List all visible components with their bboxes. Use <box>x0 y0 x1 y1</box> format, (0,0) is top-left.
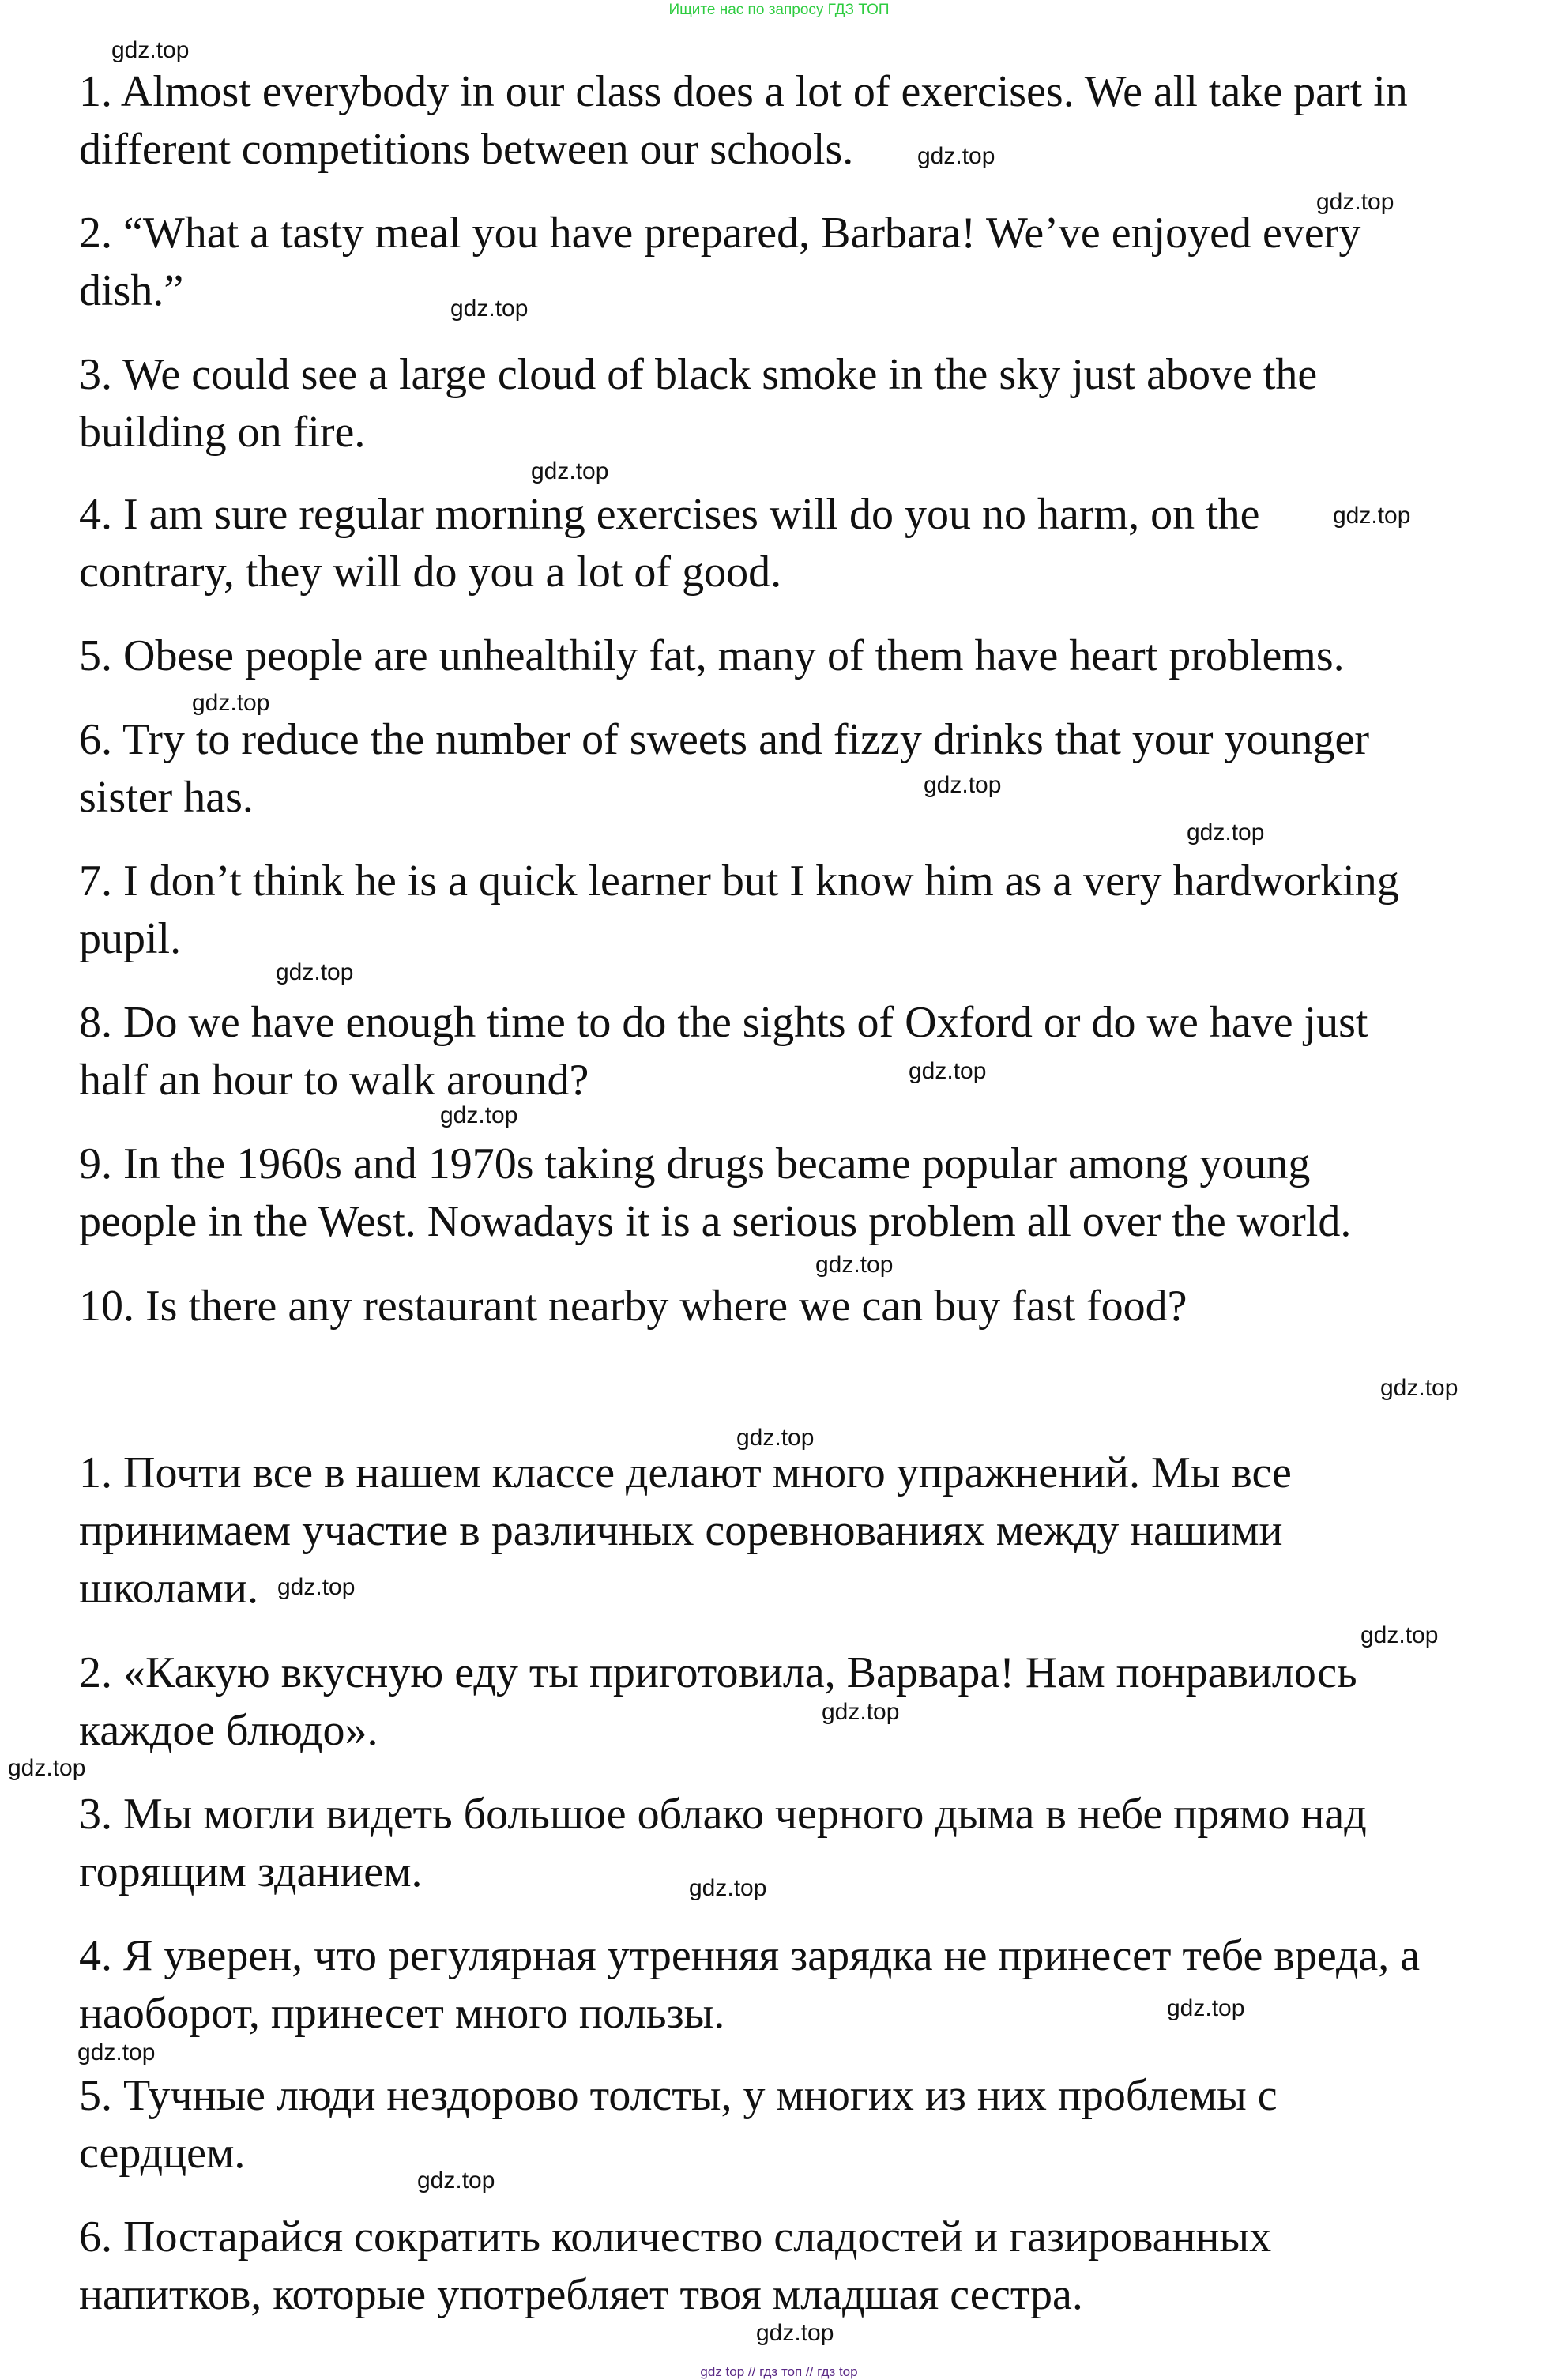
text-line: people in the West. Nowadays it is a serious problem all over the world. <box>79 1197 1352 1246</box>
search-banner[interactable]: Ищите нас по запросу ГДЗ ТОП <box>668 2 890 18</box>
text-line: 5. Obese people are unhealthily fat, many of them have heart problems. <box>79 631 1345 680</box>
text-line: 9. In the 1960s and 1970s taking drugs became popular among young <box>79 1139 1311 1188</box>
text-line: школами. <box>79 1564 258 1613</box>
watermark: gdz.top <box>440 1102 518 1128</box>
text-line: 3. Мы могли видеть большое облако черного дыма в небе прямо над <box>79 1790 1367 1839</box>
russian-sentence-5 <box>79 2067 1278 2182</box>
english-sentence-1 <box>79 63 1408 179</box>
text-line: dish.” <box>79 266 184 315</box>
watermark: gdz.top <box>736 1425 815 1451</box>
text-line: 8. Do we have enough time to do the sights of Oxford or do we have just <box>79 998 1368 1047</box>
watermark: gdz.top <box>417 2167 495 2194</box>
text-line: горящим зданием. <box>79 1847 423 1896</box>
watermark: gdz.top <box>689 1875 767 1901</box>
english-sentence-9 <box>79 1135 1351 1251</box>
text-line: 10. Is there any restaurant nearby where we can buy fast food? <box>79 1282 1187 1331</box>
russian-sentence-1 <box>79 1444 1292 1617</box>
watermark: gdz.top <box>450 296 529 322</box>
watermark: gdz.top <box>1333 503 1411 529</box>
english-sentence-10 <box>79 1278 1187 1335</box>
footer-links[interactable]: gdz top // гдз топ // гдз top <box>700 2364 858 2379</box>
text-line: каждое блюдо». <box>79 1706 378 1755</box>
english-sentence-7 <box>79 853 1399 968</box>
watermark: gdz.top <box>909 1058 987 1084</box>
text-line: 3. We could see a large cloud of black smoke in the sky just above the <box>79 350 1318 399</box>
text-line: 6. Постарайся сократить количество сладостей и газированных <box>79 2212 1272 2261</box>
russian-sentence-4 <box>79 1927 1420 2043</box>
text-line: contrary, they will do you a lot of good. <box>79 548 782 597</box>
text-line: принимаем участие в различных соревнованиях между нашими <box>79 1506 1283 1555</box>
watermark: gdz.top <box>277 1574 356 1600</box>
text-line: наоборот, принесет много пользы. <box>79 1989 725 2038</box>
text-line: 6. Try to reduce the number of sweets and fizzy drinks that your younger <box>79 715 1369 764</box>
text-line: напитков, которые употребляет твоя младшая сестра. <box>79 2270 1083 2319</box>
text-line: 2. «Какую вкусную еду ты приготовила, Варвара! Нам понравилось <box>79 1648 1357 1697</box>
text-line: pupil. <box>79 914 182 963</box>
russian-sentence-6 <box>79 2209 1271 2324</box>
watermark: gdz.top <box>1187 819 1265 845</box>
english-sentence-4 <box>79 486 1260 601</box>
watermark: gdz.top <box>1167 1995 1245 2021</box>
english-sentence-6 <box>79 711 1369 827</box>
text-line: sister has. <box>79 773 254 822</box>
watermark: gdz.top <box>276 959 354 985</box>
text-line: 1. Почти все в нашем классе делают много упражнений. Мы все <box>79 1448 1292 1497</box>
watermark: gdz.top <box>192 690 270 716</box>
text-line: building on fire. <box>79 408 366 457</box>
watermark: gdz.top <box>917 143 995 169</box>
english-sentence-5 <box>79 627 1345 685</box>
watermark: gdz.top <box>1380 1375 1458 1401</box>
english-sentence-2 <box>79 205 1360 320</box>
text-line: different competitions between our schools. <box>79 125 854 174</box>
text-line: 7. I don’t think he is a quick learner but I know him as a very hardworking <box>79 857 1399 906</box>
english-sentence-3 <box>79 346 1317 461</box>
text-line: 1. Almost everybody in our class does a lot of exercises. We all take part in <box>79 67 1408 116</box>
watermark: gdz.top <box>822 1699 900 1725</box>
watermark: gdz.top <box>111 37 190 63</box>
watermark: gdz.top <box>756 2320 834 2346</box>
watermark: gdz.top <box>8 1755 86 1781</box>
text-line: 4. Я уверен, что регулярная утренняя зарядка не принесет тебе вреда, а <box>79 1931 1421 1980</box>
text-line: сердцем. <box>79 2129 246 2178</box>
watermark: gdz.top <box>815 1252 894 1278</box>
watermark: gdz.top <box>924 772 1002 798</box>
watermark: gdz.top <box>77 2039 156 2066</box>
watermark: gdz.top <box>1360 1622 1439 1648</box>
english-sentence-8 <box>79 994 1368 1109</box>
russian-sentence-2 <box>79 1644 1357 1760</box>
watermark: gdz.top <box>1316 189 1394 215</box>
text-line: half an hour to walk around? <box>79 1056 589 1105</box>
watermark: gdz.top <box>531 458 609 484</box>
text-line: 4. I am sure regular morning exercises will do you no harm, on the <box>79 490 1260 539</box>
text-line: 5. Тучные люди нездорово толсты, у многих из них проблемы с <box>79 2071 1278 2120</box>
text-line: 2. “What a tasty meal you have prepared, Barbara! We’ve enjoyed every <box>79 209 1361 258</box>
